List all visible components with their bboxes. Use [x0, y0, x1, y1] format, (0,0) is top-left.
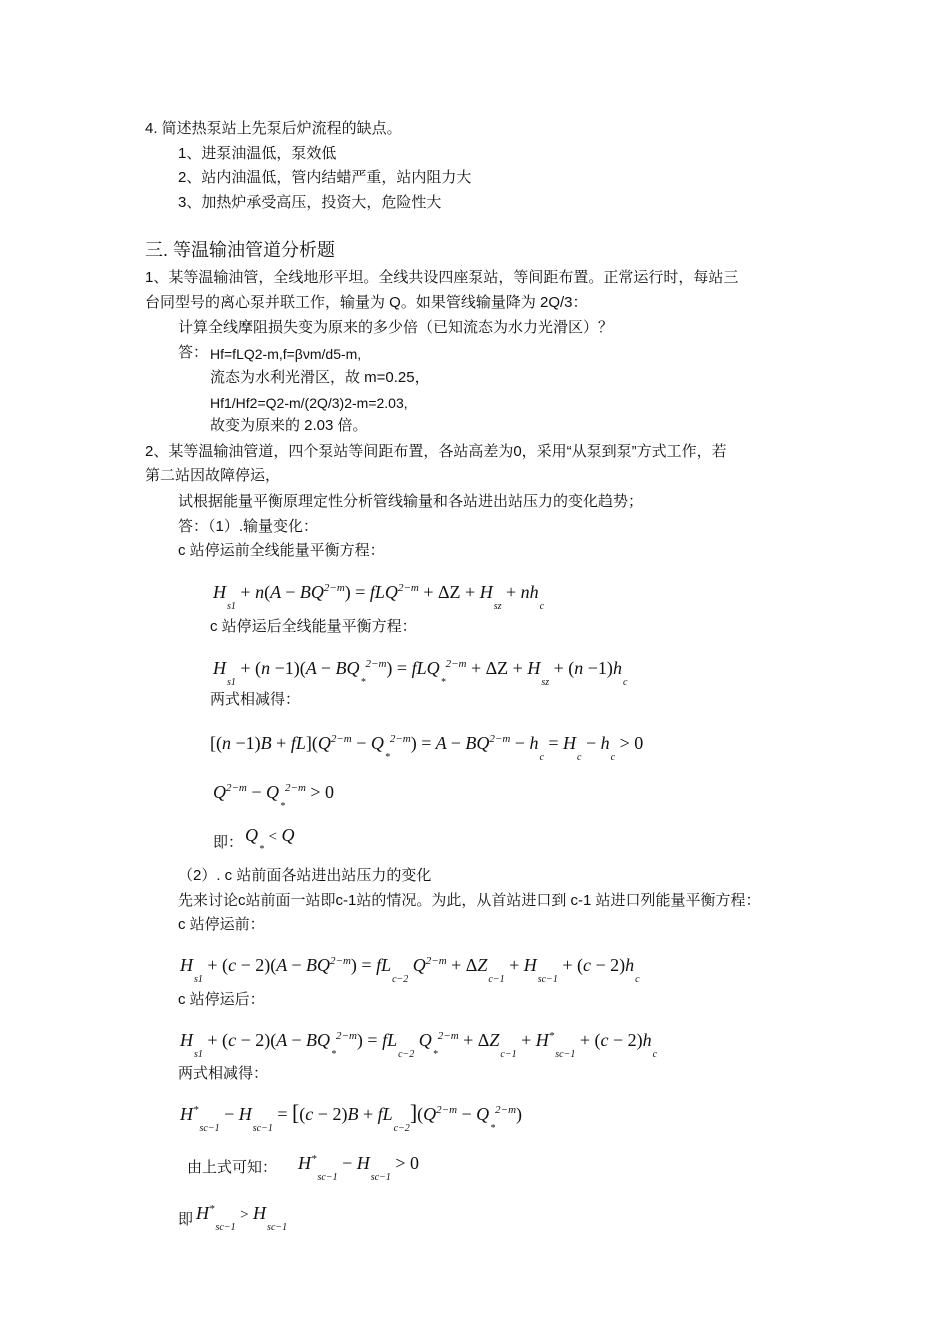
p2-answer-part1: 答：（1）.输量变化：: [178, 518, 319, 535]
p2-before2-label: c 站停运前：: [178, 916, 265, 933]
q4-item-1: 1、进泵油温低，泵效低: [178, 145, 337, 162]
p1-answer-1: Hf=fLQ2-m,f=βνm/d5-m,: [210, 346, 362, 362]
equation-before-stop: $H_{s1} + n(A - BQ^{2-m}) = fLQ^{2-m} + \Delta Z + H_{sz} + nh_c$: [213, 582, 545, 612]
q4-item-3: 3、加热炉承受高压，投资大，危险性大: [178, 194, 442, 211]
p2-after-label: c 站停运后全线能量平衡方程：: [210, 618, 417, 635]
p1-line-1: 1、某等温输油管，全线地形平坦。全线共设四座泵站，等间距布置。正常运行时，每站三: [145, 269, 739, 286]
p1-answer-2: 流态为水利光滑区，故 m=0.25，: [210, 369, 430, 386]
equation-subtracted: $[(n -1)B + fL](Q^{2-m} - Q_*^{2-m}) = A - BQ^{2-m} - h_c = H_c - h_c > 0$: [210, 733, 644, 763]
ji2-label: 即: [178, 1211, 194, 1228]
p2-before-label: c 站停运前全线能量平衡方程：: [178, 542, 385, 559]
equation-before-stop-c1: $H_{s1} + (c - 2)(A - BQ^{2-m}) = fL_{c-2}$ $Q^{2-m} + \Delta Z_{c-1} + H_{sc-1} + (c - 2)h_c$: [180, 955, 640, 985]
equation-pressure-positive: $H^*_{sc-1} - H_{sc-1} > 0$: [298, 1153, 419, 1183]
equation-pressure-compare: $H^*_{sc-1} > H_{sc-1}$: [196, 1203, 288, 1233]
p2-line-2: 第二站因故障停运，: [145, 467, 281, 484]
p1-answer-4: 故变为原来的 2.03 倍。: [210, 417, 368, 434]
equation-after-stop-c1: $H_{s1} + (c - 2)(A - BQ_*^{2-m}) = fL_{c-2}$ $Q_*^{2-m} + \Delta Z_{c-1} + H^*_{sc-1} + (c - 2)h_c$: [180, 1030, 658, 1060]
q4-title: 4. 简述热泵站上先泵后炉流程的缺点。: [145, 120, 402, 137]
section-title: 三. 等温输油管道分析题: [145, 240, 336, 260]
equation-flow-diff: $Q^{2-m} - Q_*^{2-m} > 0$: [213, 782, 335, 812]
equation-after-stop: $H_{s1} + (n -1)(A - BQ_*^{2-m}) = fLQ_*^{2-m} + \Delta Z + H_{sz} + (n -1)h_c$: [213, 658, 628, 688]
p2-subtract-label: 两式相减得：: [210, 691, 301, 708]
p1-question: 计算全线摩阻损失变为原来的多少倍（已知流态为水力光滑区）？: [178, 319, 614, 336]
p2-known-label: 由上式可知：: [187, 1159, 278, 1176]
p1-answer-label: 答：: [178, 344, 209, 361]
p2-subtract2-label: 两式相减得：: [178, 1065, 269, 1082]
p1-line-2: 台同型号的离心泵并联工作，输量为 Q。如果管线输量降为 2Q/3：: [145, 294, 588, 311]
equation-flow-compare: $Q_* < Q$: [245, 825, 295, 855]
p2-question: 试根据能量平衡原理定性分析管线输量和各站进出站压力的变化趋势；: [178, 493, 644, 510]
p2-after2-label: c 站停运后：: [178, 991, 265, 1008]
q4-item-2: 2、站内油温低，管内结蜡严重，站内阻力大: [178, 169, 472, 186]
p2-line-1: 2、某等温输油管道，四个泵站等间距布置，各站高差为0，采用“从泵到泵”方式工作，若: [145, 443, 727, 460]
equation-pressure-diff: $H^*_{sc-1} - H_{sc-1} = [(c - 2)B + fL_{c-2}](Q^{2-m} - Q_*^{2-m})$: [180, 1100, 523, 1134]
p2-part2-desc: 先来讨论c站前面一站即c-1站的情况。为此，从首站进口到 c-1 站进口列能量平衡方程：: [178, 892, 761, 909]
p2-part2-title: （2）. c 站前面各站进出站压力的变化: [178, 867, 432, 884]
ji-label: 即：: [213, 834, 244, 851]
p1-answer-3: Hf1/Hf2=Q2-m/(2Q/3)2-m=2.03,: [210, 395, 408, 411]
